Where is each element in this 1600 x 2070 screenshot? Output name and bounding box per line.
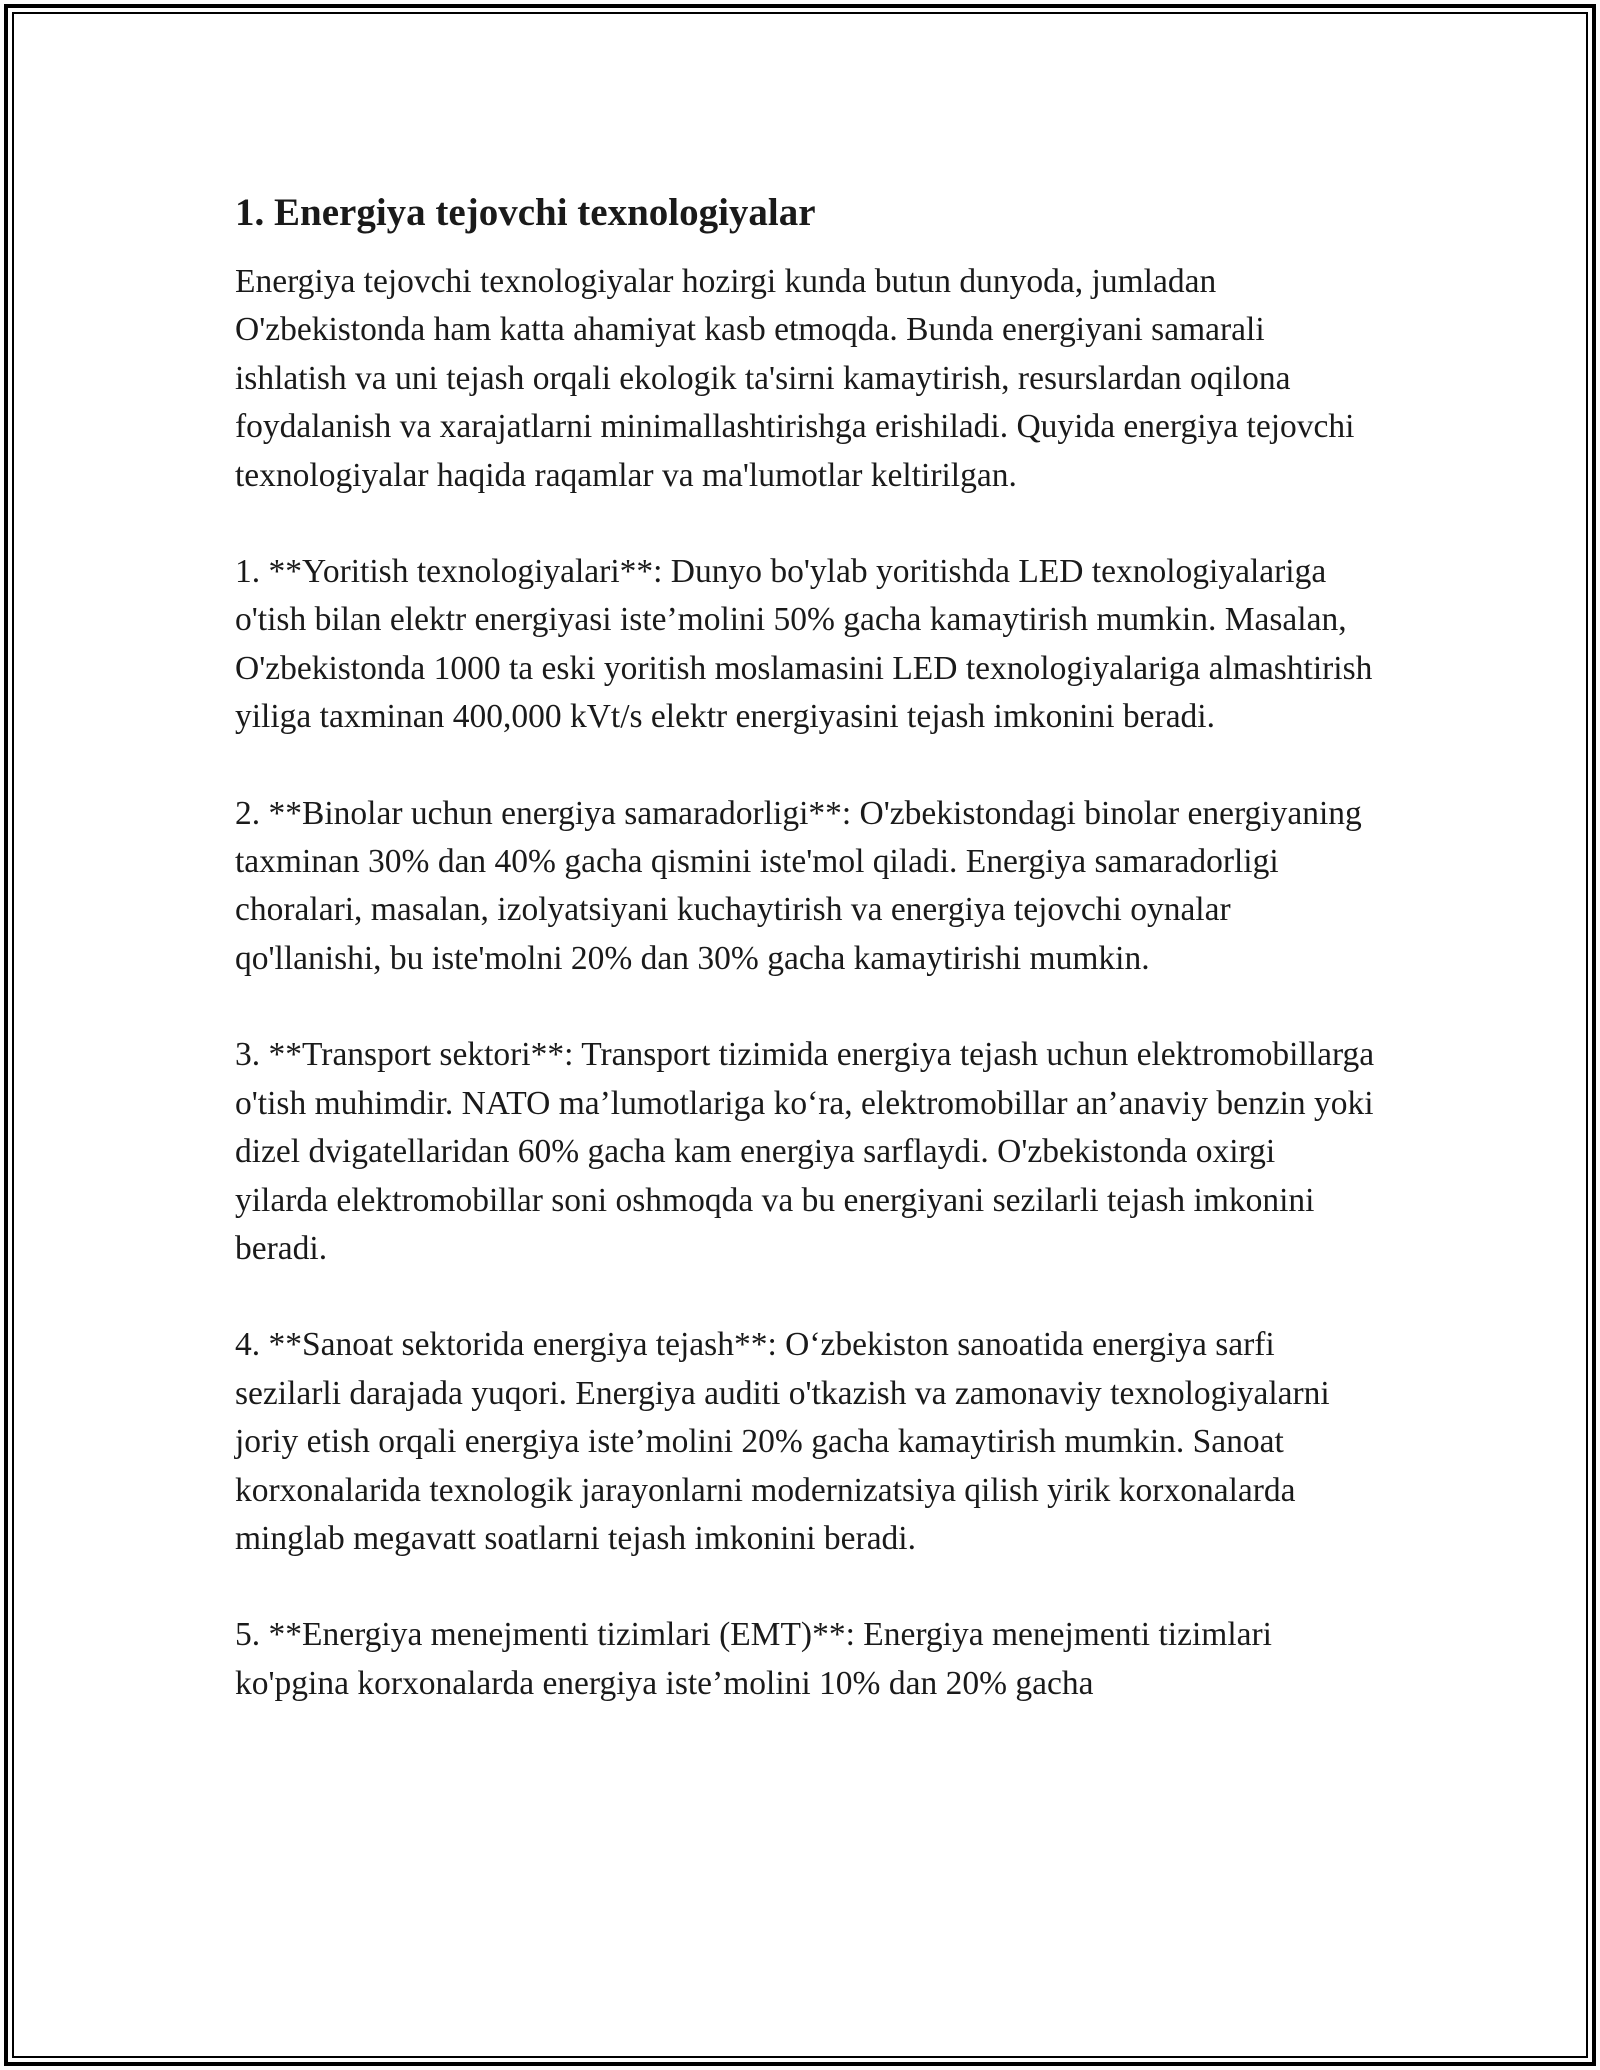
list-item-industry: 4. **Sanoat sektorida energiya tejash**: O‘zbekiston sanoatida energiya sarfi sezilarli darajada yuqori. Energiya auditi o'tkazish va zamonaviy texnologiyalarni joriy etish orqali energiya iste’molini 20% gacha kamaytirish mumkin. Sanoat korxonalarida texnologik jarayonlarni modernizatsiya qilish yirik korxonalarda minglab megavatt soatlarni tejash imkonini beradi. [235, 1326, 1330, 1557]
document-body [235, 188, 1375, 1708]
list-item-energy-management: 5. **Energiya menejmenti tizimlari (EMT)**: Energiya menejmenti tizimlari ko'pgina korxonalarda energiya iste’molini 10% dan 20% gacha [235, 1616, 1272, 1702]
intro-paragraph: Energiya tejovchi texnologiyalar hozirgi kunda butun dunyoda, jumladan O'zbekistonda ham katta ahamiyat kasb etmoqda. Bunda energiyani samarali ishlatish va uni tejash orqali ekologik ta'sirni kamaytirish, resurslardan oqilona foydalanish va xarajatlarni minimallashtirishga erishiladi. Quyida energiya tejovchi texnologiyalar haqida raqamlar va ma'lumotlar keltirilgan. [235, 263, 1355, 494]
list-item-transport: 3. **Transport sektori**: Transport tizimida energiya tejash uchun elektromobillarga o'tish muhimdir. NATO ma’lumotlariga ko‘ra, elektromobillar an’anaviy benzin yoki dizel dvigatellaridan 60% gacha kam energiya sarflaydi. O'zbekistonda oxirgi yilarda elektromobillar soni oshmoqda va bu energiyani sezilarli tejash imkonini beradi. [235, 1036, 1375, 1267]
list-item-lighting: 1. **Yoritish texnologiyalari**: Dunyo bo'ylab yoritishda LED texnologiyalariga o'tish bilan elektr energiyasi iste’molini 50% gacha kamaytirish mumkin. Masalan, O'zbekistonda 1000 ta eski yoritish moslamasini LED texnologiyalariga almashtirish yiliga taxminan 400,000 kVt/s elektr energiyasini tejash imkonini beradi. [235, 553, 1373, 736]
section-heading: 1. Energiya tejovchi texnologiyalar [235, 191, 816, 234]
list-item-buildings: 2. **Binolar uchun energiya samaradorligi**: O'zbekistondagi binolar energiyaning taxminan 30% dan 40% gacha qismini iste'mol qiladi. Energiya samaradorligi choralari, masalan, izolyatsiyani kuchaytirish va energiya tejovchi oynalar qo'llanishi, bu iste'molni 20% dan 30% gacha kamaytirishi mumkin. [235, 794, 1362, 977]
